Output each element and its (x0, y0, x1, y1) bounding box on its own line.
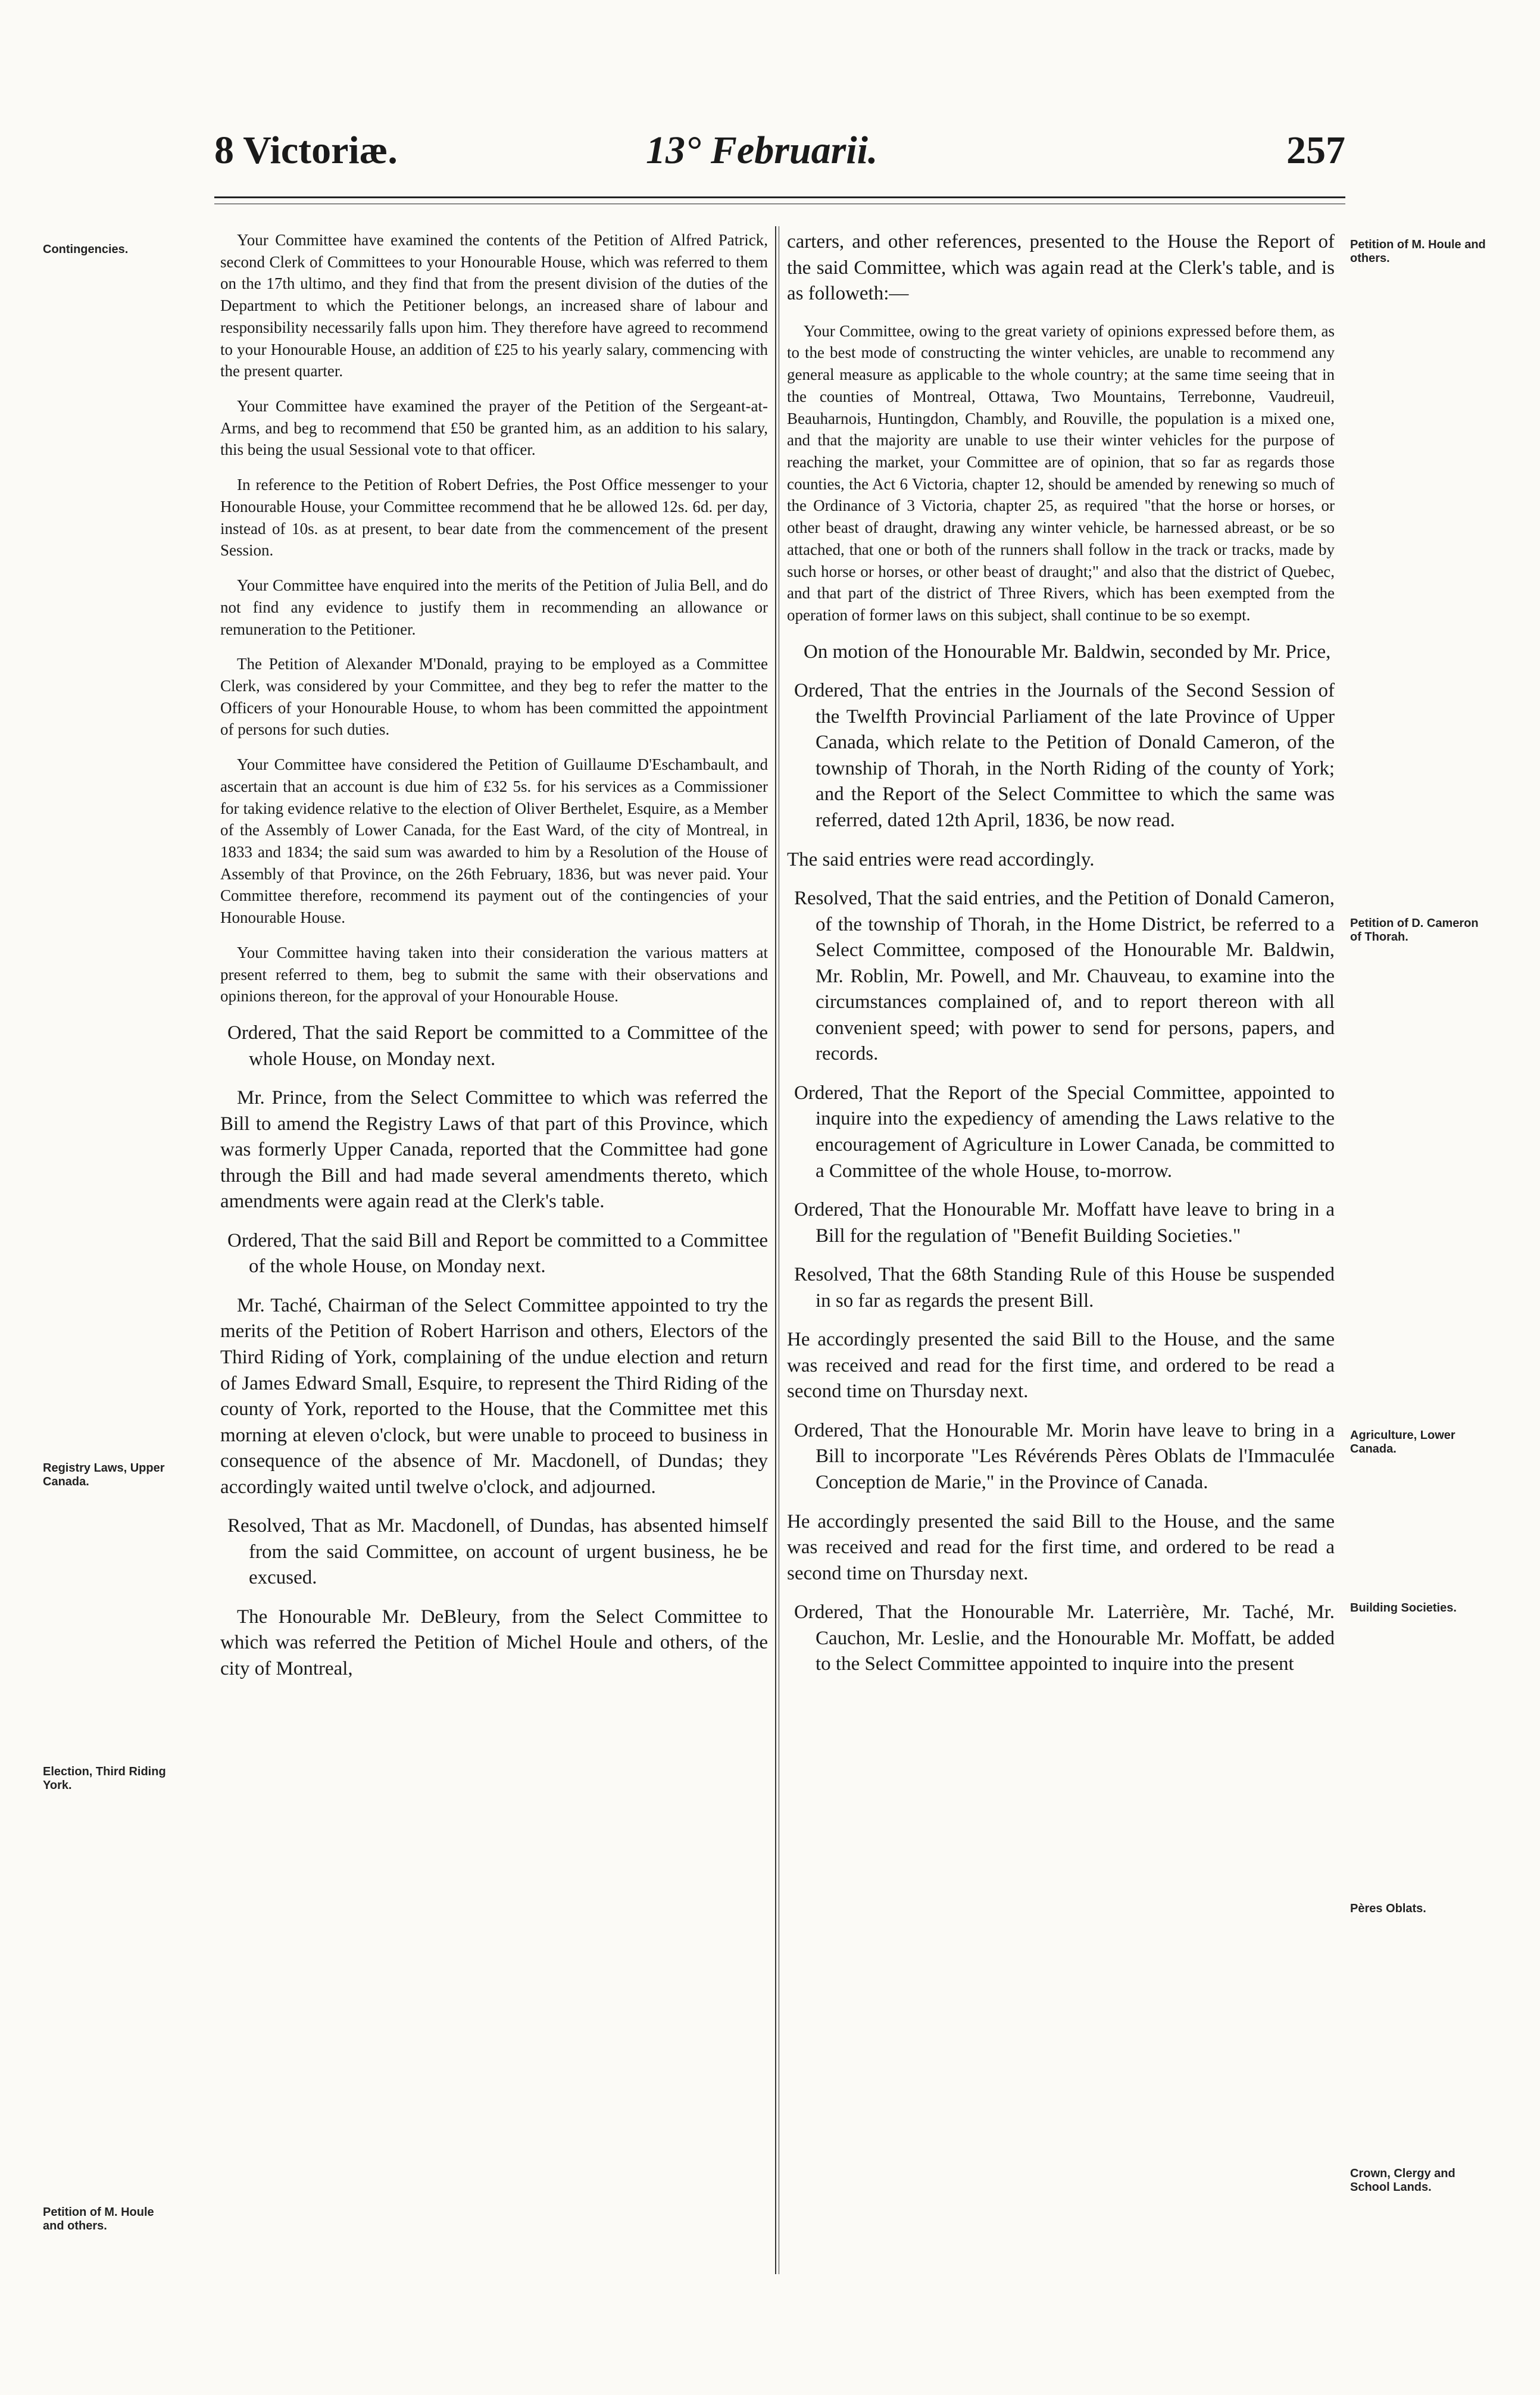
election-committee-report: Mr. Taché, Chairman of the Select Committee appointed to try the merits of the Petition of Robert Harrison and others, Electors of the Third Riding of York, complaining of the undue election and return of James Edward Small, Esquire, to represent the Third Riding of the county of York, reported to the House, that the Committee met this morning at eleven o'clock, but were unable to proceed to business in consequence of the absence of Mr. Macdonell, of Dundas; they accordingly waited until twelve o'clock, and adjourned. (220, 1294, 768, 1498)
order-report-committed: Ordered, That the said Report be committed to a Committee of the whole House, on Monday next. (227, 1022, 768, 1070)
houle-petition-report-cont: carters, and other references, presented to the House the Report of the said Committee, which was again read at the Clerk's table, and is as followeth:— (787, 231, 1335, 305)
margin-note-contingencies: Contingencies. (43, 243, 129, 256)
column-divider (775, 226, 776, 2274)
order-agriculture-report: Ordered, That the Report of the Special Committee, appointed to inquire into the expediency of amending the Laws relative to the encouragement of Agriculture in Lower Canada, be committed to a Committee of the whole House, to-morrow. (794, 1082, 1335, 1182)
header-rule (214, 196, 1345, 198)
committee-report-alexander-mdonald: The Petition of Alexander M'Donald, praying to be employed as a Committee Clerk, was considered by your Committee, and they beg to refer the matter to the Officers of your Honourable House, to whom has been committed the appointment of persons for such duties. (220, 655, 768, 739)
margin-note-peres-oblats: Pères Oblats. (1350, 1902, 1426, 1915)
resolution-standing-rule-suspended: Resolved, That the 68th Standing Rule of this House be suspended in so far as regards the present Bill. (794, 1264, 1335, 1312)
oblats-bill-first-reading: He accordingly presented the said Bill to the House, and the same was received and read for the first time, and ordered to be read a second time on Thursday next. (787, 1510, 1335, 1584)
committee-report-sergeant-at-arms: Your Committee have examined the prayer of the Petition of the Sergeant-at-Arms, and beg to recommend that £50 be granted him, as an addition to his salary, this being the usual Sessional vote to that officer. (220, 397, 768, 459)
margin-note-petition-houle-right: Petition of M. Houle and others. (1350, 238, 1486, 265)
order-committee-members-added: Ordered, That the Honourable Mr. Laterrière, Mr. Taché, Mr. Cauchon, Mr. Leslie, and the Honourable Mr. Moffatt, be added to the Select Committee appointed to inquire into the present (794, 1601, 1335, 1675)
page-number: 257 (1286, 129, 1345, 172)
committee-report-deschambault: Your Committee have considered the Petition of Guillaume D'Eschambault, and ascertain that an account is due him of £32 5s. for his services as a Commissioner for taking evidence relative to the election of Oliver Berthelet, Esquire, as a Member of the Assembly of Lower Canada, for the East Ward, of the city of Montreal, in 1833 and 1834; the said sum was awarded to him by a Resolution of the House of Assembly of that Province, on the 26th February, 1836, but was never paid. Your Committee therefore, recommend its payment out of the contingencies of your Honourable House. (220, 755, 768, 927)
committee-report-robert-defries: In reference to the Petition of Robert Defries, the Post Office messenger to your Honourable House, your Committee recommend that he be allowed 12s. 6d. per day, instead of 10s. as at present, to bear date from the commencement of the present Session. (220, 476, 768, 560)
motion-baldwin-price: On motion of the Honourable Mr. Baldwin, seconded by Mr. Price, (804, 641, 1331, 663)
margin-note-agriculture: Agriculture, Lower Canada. (1350, 1429, 1455, 1456)
running-header (214, 128, 1345, 193)
order-morin-oblats-bill: Ordered, That the Honourable Mr. Morin have leave to bring in a Bill to incorporate "Les Révérends Pères Oblats de l'Immaculée Conception de Marie," in the Province of Canada. (794, 1419, 1335, 1494)
building-bill-first-reading: He accordingly presented the said Bill to the House, and the same was received and read for the first time, and ordered to be read a second time on Thursday next. (787, 1329, 1335, 1403)
resolution-cameron-select-committee: Resolved, That the said entries, and the Petition of Donald Cameron, of the township of Thorah, in the Home District, be referred to a Select Committee, composed of the Honourable Mr. Baldwin, Mr. Roblin, Mr. Powell, and Mr. Chauveau, to examine into the circumstances complained of, and to report thereon with all convenient speed; with power to send for persons, papers, and records. (794, 888, 1335, 1065)
houle-petition-report-start: The Honourable Mr. DeBleury, from the Select Committee to which was referred the Petition of Michel Houle and others, of the city of Montreal, (220, 1606, 768, 1680)
margin-note-registry-laws: Registry Laws, Upper Canada. (43, 1462, 165, 1488)
header-date: 13° Februarii. (646, 129, 878, 172)
committee-report-conclusion: Your Committee having taken into their consideration the various matters at present referred to them, beg to submit the same with their observations and opinions thereon, for the approval of your Honourable House. (220, 943, 768, 1006)
registry-laws-report: Mr. Prince, from the Select Committee to which was referred the Bill to amend the Registry Laws of that part of this Province, which was formerly Upper Canada, reported that the Committee had gone through the Bill and had made several amendments thereto, which amendments were again read at the Clerk's table. (220, 1087, 768, 1213)
right-column (787, 229, 1335, 1691)
order-registry-bill-committed: Ordered, That the said Bill and Report be committed to a Committee of the whole House, on Monday next. (227, 1229, 768, 1278)
resolution-macdonell-excused: Resolved, That as Mr. Macdonell, of Dundas, has absented himself from the said Committee, on account of urgent business, he be excused. (227, 1515, 768, 1589)
left-column (220, 229, 768, 1695)
committee-report-julia-bell: Your Committee have enquired into the merits of the Petition of Julia Bell, and do not find any evidence to justify them in recommending an allowance or remuneration to the Petitioner. (220, 576, 768, 638)
entries-read: The said entries were read accordingly. (787, 848, 1095, 870)
margin-note-election-third-riding: Election, Third Riding York. (43, 1765, 166, 1792)
margin-note-petition-houle-left: Petition of M. Houle and others. (43, 2206, 154, 2232)
committee-report-alfred-patrick: Your Committee have examined the contents of the Petition of Alfred Patrick, second Clerk of Committees to your Honourable House, which was referred to them on the 17th ultimo, and they find that from the present division of the duties of the Department to which the Petitioner belongs, an increased share of labour and responsibility necessarily falls upon him. They therefore have agreed to recommend to your Honourable House, an addition of £25 to his yearly salary, commencing with the present quarter. (220, 231, 768, 380)
winter-vehicles-report: Your Committee, owing to the great variety of opinions expressed before them, as to the best mode of constructing the winter vehicles, are unable to recommend any general measure as applicable to the whole country; at the same time seeing that in the counties of Montreal, Ottawa, Two Mountains, Terrebonne, Vaudreuil, Beauharnois, Huntingdon, Chambly, and Rouville, the population is a mixed one, and that the majority are unable to use their winter vehicles for the purpose of reaching the market, your Committee are of opinion, that so far as regards those counties, the Act 6 Victoria, chapter 12, should be amended by renewing so much of the Ordinance of 3 Victoria, chapter 25, as required "that the horse or horses, or other beast of draught, drawing any winter vehicle, be harnessed abreast, or be so attached, that one or both of the runners shall follow in the track or tracks, made by such horse or horses, or other beast of draught;" and also that the district of Quebec, and that part of the district of Three Rivers, which has been exempted from the operation of former laws on this subject, shall continue to be so exempt. (787, 321, 1335, 624)
margin-note-crown-clergy: Crown, Clergy and School Lands. (1350, 2167, 1455, 2194)
margin-note-petition-cameron: Petition of D. Cameron of Thorah. (1350, 917, 1479, 944)
order-cameron-entries-read: Ordered, That the entries in the Journals of the Second Session of the Twelfth Provincial Parliament of the late Province of Upper Canada, which relate to the Petition of Donald Cameron, of the township of Thorah, in the North Riding of the county of York; and the Report of the Select Committee to which the same was referred, dated 12th April, 1836, be now read. (794, 680, 1335, 831)
header-regnal-year: 8 Victoriæ. (214, 129, 398, 172)
order-moffatt-building-societies: Ordered, That the Honourable Mr. Moffatt have leave to bring in a Bill for the regulation of "Benefit Building Societies." (794, 1199, 1335, 1247)
margin-note-building-societies: Building Societies. (1350, 1601, 1457, 1615)
